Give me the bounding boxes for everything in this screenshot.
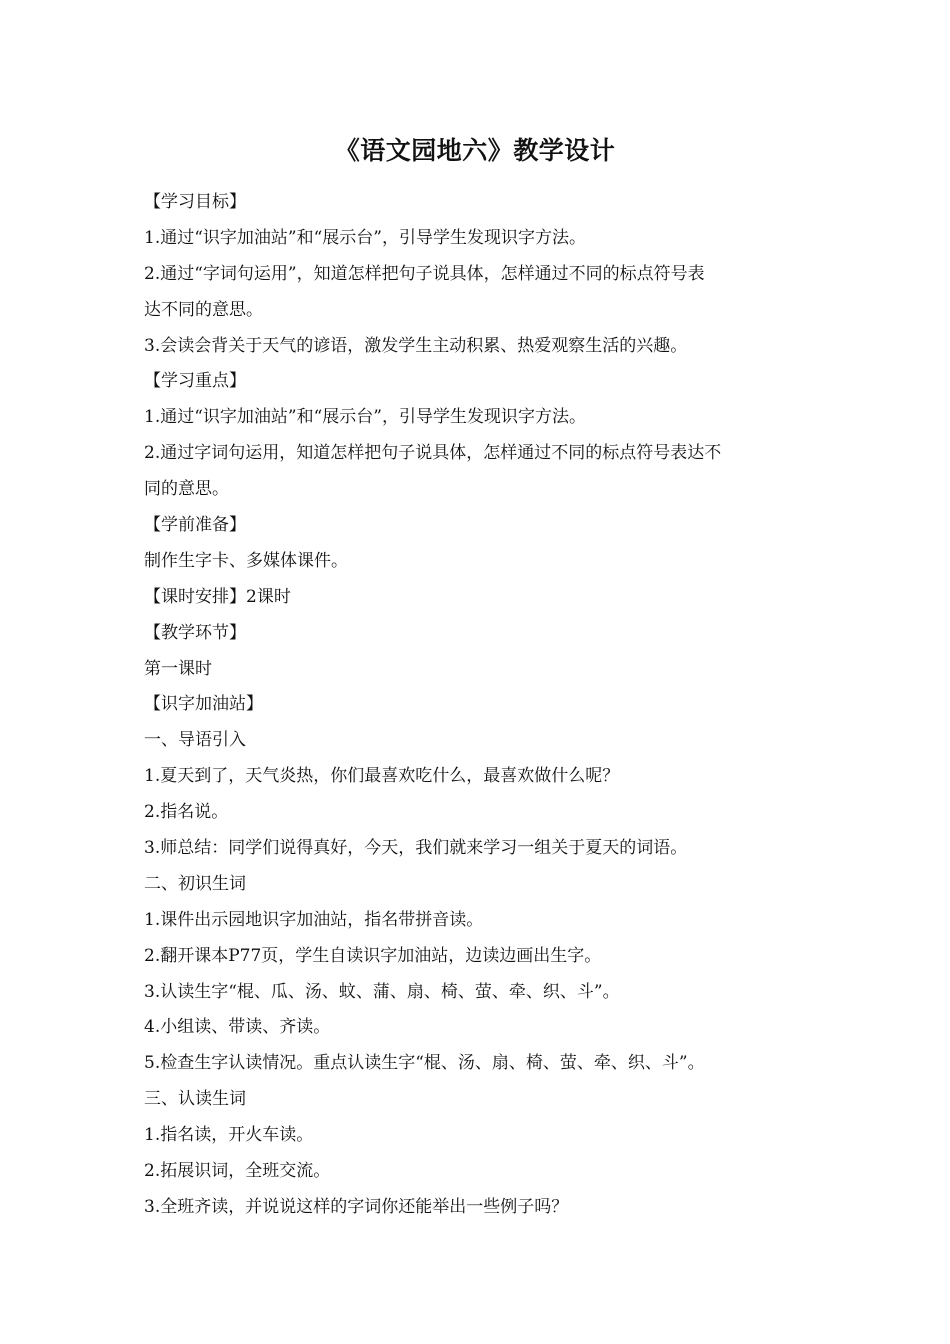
paragraph-line: 同的意思。 [144,479,229,500]
paragraph-line: 5.检查生字认读情况。重点认读生字“棍、汤、扇、椅、萤、牵、织、斗”。 [144,1053,705,1074]
paragraph-line: 1.指名读，开火车读。 [144,1125,314,1146]
paragraph-line: 3.全班齐读，并说说这样的字词你还能举出一些例子吗？ [144,1196,569,1217]
section-heading: 三、认读生词 [144,1089,246,1110]
paragraph-line: 2.翻开课本P77页，学生自读识字加油站，边读边画出生字。 [144,945,602,966]
heading-literacy-station: 【识字加油站】 [144,694,263,715]
heading-teaching-steps: 【教学环节】 [144,622,246,643]
paragraph-line: 1.通过“识字加油站”和“展示台”，引导学生发现识字方法。 [144,227,586,248]
paragraph-line: 2.通过“字词句运用”，知道怎样把句子说具体，怎样通过不同的标点符号表 [144,263,705,284]
paragraph-line: 达不同的意思。 [144,299,263,320]
heading-learning-focus: 【学习重点】 [144,371,246,392]
paragraph-line: 1.课件出示园地识字加油站，指名带拼音读。 [144,909,484,930]
paragraph-line: 第一课时 [144,658,212,679]
paragraph-line: 1.通过“识字加油站”和“展示台”，引导学生发现识字方法。 [144,407,586,428]
paragraph-line: 2.通过字词句运用，知道怎样把句子说具体，怎样通过不同的标点符号表达不 [144,443,722,464]
document-body [144,185,814,1226]
paragraph-line: 4.小组读、带读、齐读。 [144,1017,331,1038]
paragraph-line: 制作生字卡、多媒体课件。 [144,550,348,571]
section-heading: 一、导语引入 [144,730,246,751]
paragraph-line: 3.师总结：同学们说得真好，今天，我们就来学习一组关于夏天的词语。 [144,838,688,859]
paragraph-line: 3.认读生字“棍、瓜、汤、蚊、蒲、扇、椅、萤、牵、织、斗”。 [144,981,620,1002]
paragraph-line: 1.夏天到了，天气炎热，你们最喜欢吃什么，最喜欢做什么呢？ [144,766,620,787]
heading-schedule: 【课时安排】2课时 [144,586,291,607]
document-title: 《语文园地六》教学设计 [334,136,616,165]
heading-learning-goals: 【学习目标】 [144,192,246,212]
section-heading: 二、初识生词 [144,873,246,894]
paragraph-line: 3.会读会背关于天气的谚语，激发学生主动积累、热爱观察生活的兴趣。 [144,335,688,356]
paragraph-line: 2.拓展识词，全班交流。 [144,1161,331,1182]
heading-preparation: 【学前准备】 [144,515,246,536]
paragraph-line: 2.指名说。 [144,802,229,823]
